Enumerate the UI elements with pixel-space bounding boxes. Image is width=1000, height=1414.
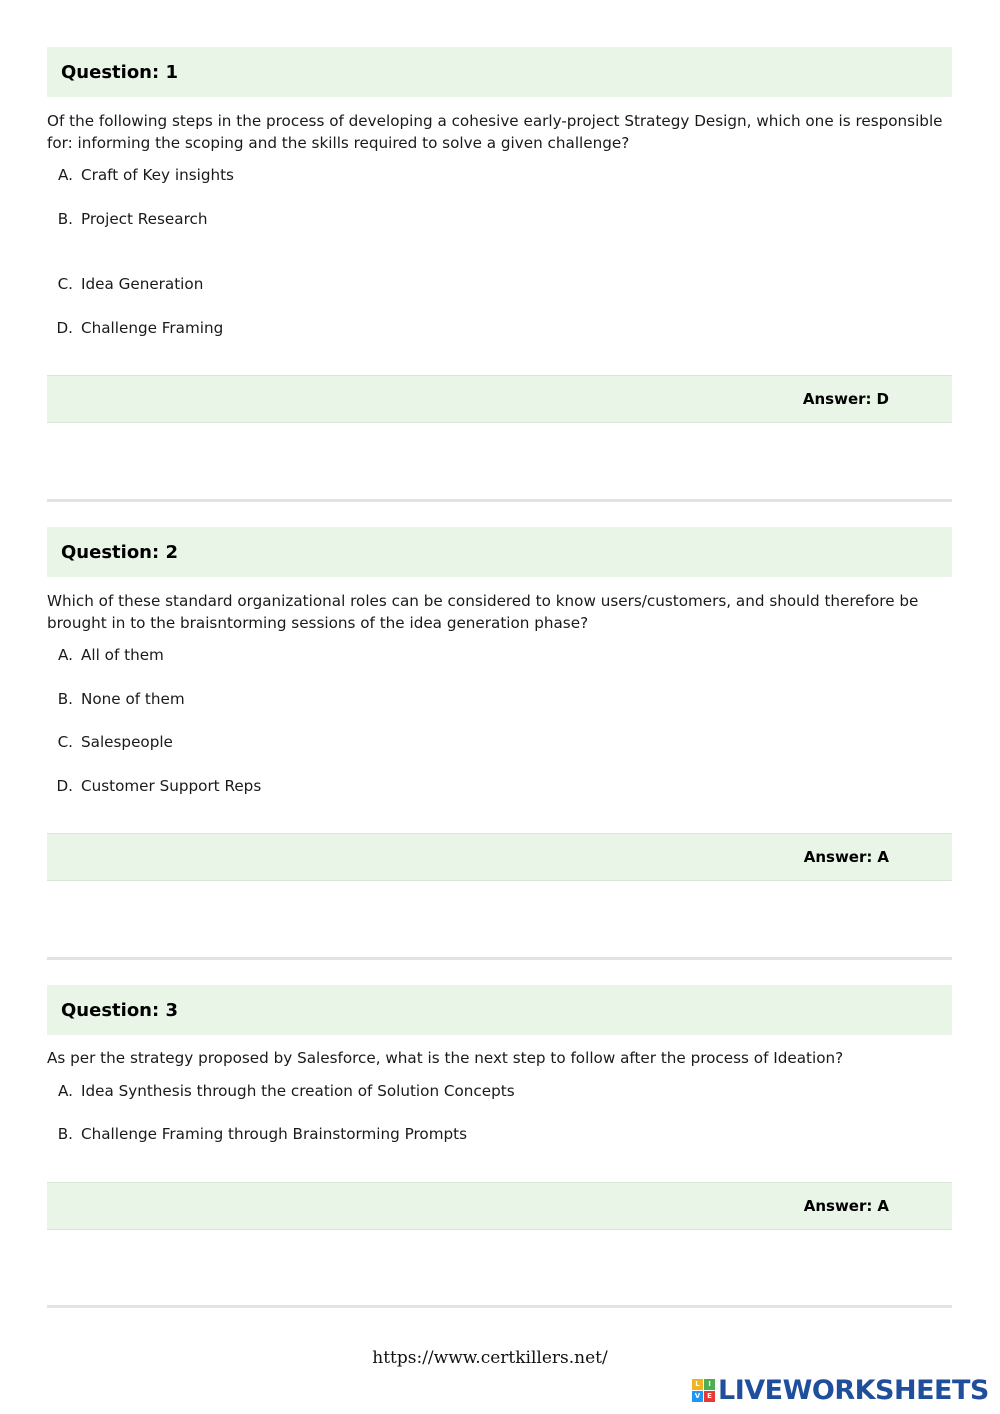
option-letter: D. — [56, 777, 73, 795]
question-number: 3 — [165, 999, 179, 1021]
answer-text — [804, 1183, 889, 1229]
question-1-option-b[interactable] — [47, 208, 207, 230]
option-letter: A. — [58, 1082, 73, 1100]
option-letter: B. — [57, 1125, 73, 1143]
question-number: 2 — [165, 541, 179, 563]
footer-url[interactable]: https://www.certkillers.net/ — [372, 1348, 608, 1368]
question-3-answer-bar — [47, 1182, 952, 1230]
option-text: Project Research — [81, 210, 208, 228]
question-2-option-a[interactable] — [47, 644, 164, 666]
option-text: Craft of Key insights — [81, 166, 234, 184]
option-letter: D. — [56, 319, 73, 337]
option-text: Challenge Framing through Brainstorming Prompts — [81, 1125, 468, 1143]
section-divider — [47, 1305, 952, 1308]
question-label: Question: — [61, 61, 160, 83]
answer-value: D — [876, 390, 889, 408]
question-label: Question: — [61, 541, 160, 563]
option-text: Customer Support Reps — [81, 777, 262, 795]
question-1-option-a[interactable] — [47, 164, 234, 186]
answer-label: Answer: — [803, 848, 873, 866]
answer-label: Answer: — [802, 390, 872, 408]
option-letter: B. — [57, 210, 73, 228]
answer-text — [804, 834, 889, 880]
section-divider — [47, 957, 952, 960]
logo-tile: V — [692, 1391, 703, 1402]
answer-label: Answer: — [803, 1197, 873, 1215]
option-letter: C. — [57, 275, 73, 293]
option-text: Salespeople — [81, 733, 173, 751]
logo-tile: L — [692, 1379, 703, 1390]
question-1-text: Of the following steps in the process of developing a cohesive early-project Strategy Design, which one is responsible for: informing the scoping and the skills required to solve a given challenge? — [47, 112, 943, 152]
question-1-option-d[interactable] — [47, 317, 223, 339]
question-2-text: Which of these standard organizational roles can be considered to know users/customers, and should therefore be brought in to the braisntorming sessions of the idea generation phase? — [47, 592, 919, 632]
answer-value: A — [877, 848, 889, 866]
option-text: None of them — [81, 690, 185, 708]
question-3-text: As per the strategy proposed by Salesforce, what is the next step to follow after the process of Ideation? — [47, 1049, 844, 1067]
question-2-answer-bar — [47, 833, 952, 881]
option-letter: B. — [57, 690, 73, 708]
section-divider — [47, 499, 952, 502]
logo-tile: E — [704, 1391, 715, 1402]
question-2-option-c[interactable] — [47, 731, 173, 753]
question-2-option-d[interactable] — [47, 775, 261, 797]
question-3-option-a[interactable] — [47, 1080, 515, 1102]
question-3-header — [47, 985, 952, 1035]
liveworksheets-wordmark: LIVEWORKSHEETS — [718, 1374, 989, 1406]
option-text: Idea Generation — [81, 275, 204, 293]
question-1-option-c[interactable] — [47, 273, 203, 295]
answer-value: A — [877, 1197, 889, 1215]
option-letter: A. — [58, 166, 73, 184]
logo-tile: I — [704, 1379, 715, 1390]
liveworksheets-logo-icon — [692, 1379, 715, 1402]
question-2-option-b[interactable] — [47, 688, 185, 710]
answer-text — [803, 376, 889, 422]
question-3-option-b[interactable] — [47, 1123, 467, 1145]
option-text: All of them — [81, 646, 164, 664]
question-label: Question: — [61, 999, 160, 1021]
option-text: Challenge Framing — [81, 319, 224, 337]
question-1-header — [47, 47, 952, 97]
question-1-answer-bar — [47, 375, 952, 423]
question-number: 1 — [165, 61, 179, 83]
liveworksheets-brand[interactable] — [692, 1373, 989, 1407]
option-letter: C. — [57, 733, 73, 751]
option-letter: A. — [58, 646, 73, 664]
option-text: Idea Synthesis through the creation of Solution Concepts — [81, 1082, 515, 1100]
question-2-header — [47, 527, 952, 577]
